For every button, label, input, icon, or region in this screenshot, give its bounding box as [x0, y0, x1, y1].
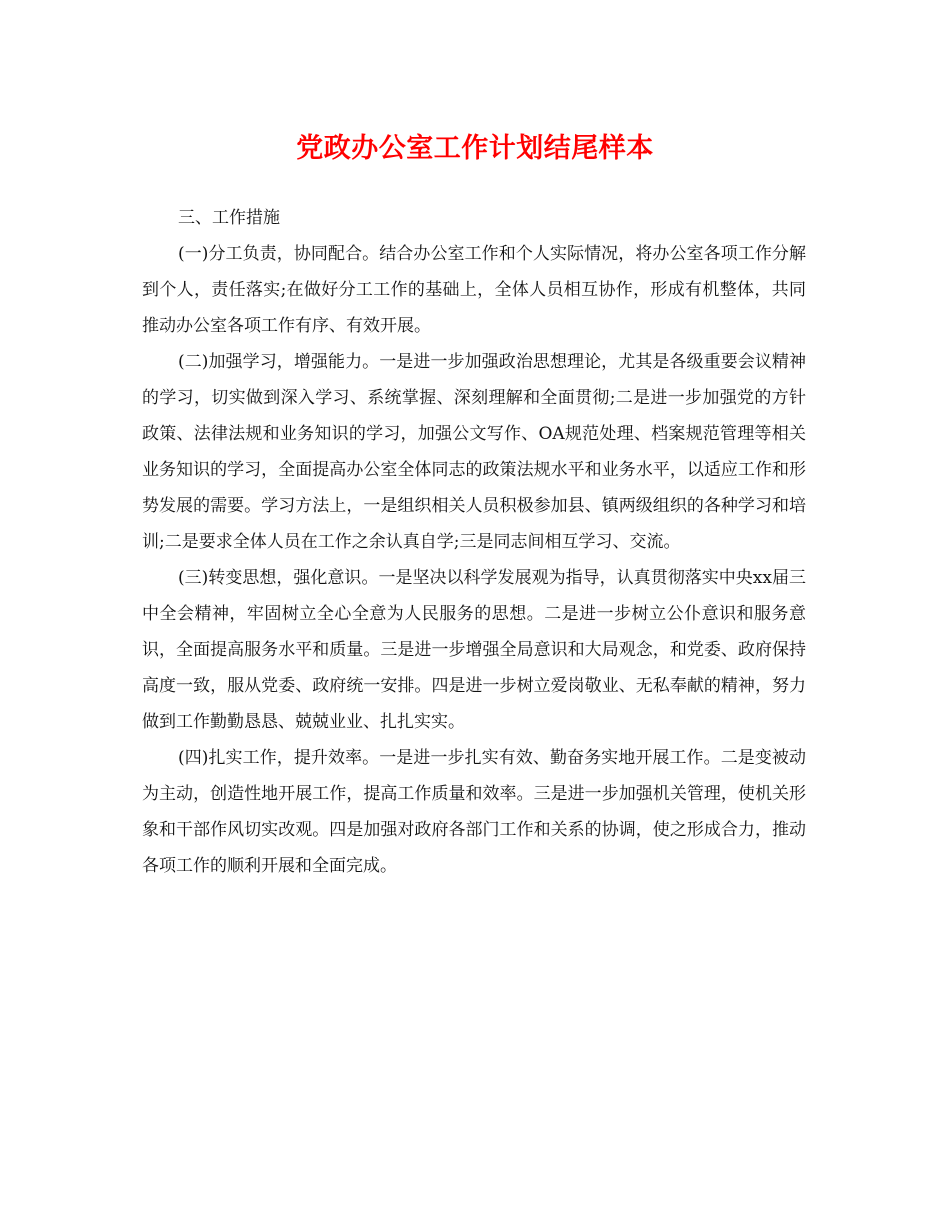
- paragraph-3: (三)转变思想，强化意识。一是坚决以科学发展观为指导，认真贯彻落实中央xx届三中全会精神，牢固树立全心全意为人民服务的思想。二是进一步树立公仆意识和服务意识，全面提高服务水平和质量。三是进一步增强全局意识和大局观念，和党委、政府保持高度一致，服从党委、政府统一安排。四是进一步树立爱岗敬业、无私奉献的精神，努力做到工作勤勤恳恳、兢兢业业、扎扎实实。: [142, 568, 806, 732]
- paragraph-1: (一)分工负责，协同配合。结合办公室工作和个人实际情况，将办公室各项工作分解到个人，责任落实;在做好分工工作的基础上，全体人员相互协作，形成有机整体，共同推动办公室各项工作有序、有效开展。: [142, 244, 806, 336]
- paragraph-2: (二)加强学习，增强能力。一是进一步加强政治思想理论，尤其是各级重要会议精神的学习，切实做到深入学习、系统掌握、深刻理解和全面贯彻;二是进一步加强党的方针政策、法律法规和业务知识的学习，加强公文写作、OA规范处理、档案规范管理等相关业务知识的学习，全面提高办公室全体同志的政策法规水平和业务水平，以适应工作和形势发展的需要。学习方法上，一是组织相关人员积极参加县、镇两级组织的各种学习和培训;二是要求全体人员在工作之余认真自学;三是同志间相互学习、交流。: [142, 352, 806, 552]
- section-heading: 三、工作措施: [178, 208, 280, 228]
- paragraph-4: (四)扎实工作，提升效率。一是进一步扎实有效、勤奋务实地开展工作。二是变被动为主动，创造性地开展工作，提高工作质量和效率。三是进一步加强机关管理，使机关形象和干部作风切实改观。四是加强对政府各部门工作和关系的协调，使之形成合力，推动各项工作的顺利开展和全面完成。: [142, 748, 806, 876]
- document-title: 党政办公室工作计划结尾样本: [296, 133, 654, 164]
- document-body: [142, 200, 806, 884]
